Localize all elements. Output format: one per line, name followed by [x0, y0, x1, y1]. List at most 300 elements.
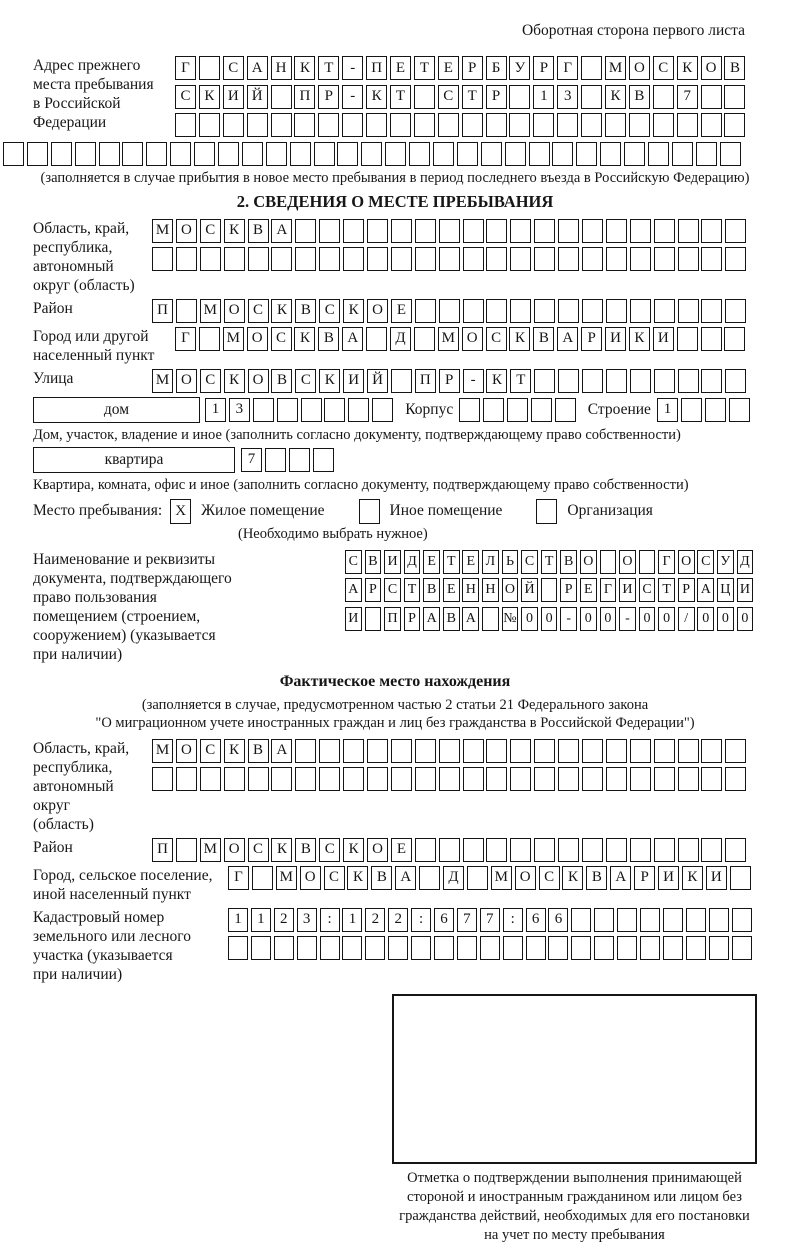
char-box: Т [404, 578, 421, 602]
char-box: С [248, 838, 269, 862]
char-box [319, 247, 340, 271]
char-box: Е [443, 578, 460, 602]
char-box [510, 247, 531, 271]
char-box: М [276, 866, 297, 890]
char-box: 6 [434, 908, 454, 932]
char-box [653, 113, 674, 137]
char-box: П [152, 299, 173, 323]
char-box: Р [404, 607, 421, 631]
char-box: 6 [526, 908, 546, 932]
char-box [541, 578, 558, 602]
fact-oblast-row-1 [152, 739, 746, 763]
char-box [654, 219, 675, 243]
char-box [415, 739, 436, 763]
char-box [271, 247, 292, 271]
char-box [297, 936, 317, 960]
char-box [411, 936, 431, 960]
char-box [223, 113, 244, 137]
char-box: С [345, 550, 362, 574]
char-box [558, 767, 579, 791]
char-box [295, 247, 316, 271]
char-box [617, 908, 637, 932]
char-box [701, 767, 722, 791]
char-box: В [318, 327, 339, 351]
char-box [342, 113, 363, 137]
char-box: Д [404, 550, 421, 574]
char-box: В [586, 866, 607, 890]
char-box [439, 838, 460, 862]
sheet-side-note: Оборотная сторона первого листа [521, 22, 745, 39]
char-box: О [224, 838, 245, 862]
char-box [534, 247, 555, 271]
char-box: У [717, 550, 734, 574]
char-box [415, 247, 436, 271]
char-box: Р [634, 866, 655, 890]
char-box: - [560, 607, 577, 631]
char-box [724, 85, 745, 109]
char-box: Р [486, 85, 507, 109]
char-box: С [200, 739, 221, 763]
char-box: Д [390, 327, 411, 351]
char-box: - [342, 85, 363, 109]
dom-type-box: дом [33, 397, 200, 423]
char-box [367, 247, 388, 271]
char-box: Е [580, 578, 597, 602]
char-box: В [724, 56, 745, 80]
char-box: Е [390, 56, 411, 80]
char-box: С [486, 327, 507, 351]
char-box: 0 [580, 607, 597, 631]
char-box: 2 [274, 908, 294, 932]
char-box [701, 85, 722, 109]
char-box: - [463, 369, 484, 393]
char-box: С [319, 838, 340, 862]
char-box: 2 [388, 908, 408, 932]
kvartira-row [33, 447, 757, 473]
char-box: О [367, 299, 388, 323]
checkbox-zhiloe: X [170, 499, 191, 524]
char-box: О [367, 838, 388, 862]
char-box: 1 [533, 85, 554, 109]
char-box [199, 56, 220, 80]
char-box [271, 113, 292, 137]
label-line: при наличии) [33, 965, 123, 983]
char-box [439, 247, 460, 271]
fact-oblast-label [33, 739, 152, 834]
label-line: помещением (строением, [33, 607, 201, 625]
char-box: С [384, 578, 401, 602]
char-box: 6 [548, 908, 568, 932]
char-box: Ь [502, 550, 519, 574]
char-box: 0 [600, 607, 617, 631]
fact-oblast-field [33, 739, 757, 834]
char-box [301, 398, 322, 422]
char-box [348, 398, 369, 422]
stroenie-label: Строение [587, 400, 651, 418]
char-box [510, 219, 531, 243]
char-box [730, 866, 751, 890]
char-box: С [639, 578, 656, 602]
char-box [271, 85, 292, 109]
ulitsa-field [33, 369, 757, 393]
char-box: С [200, 219, 221, 243]
char-box [361, 142, 382, 166]
oblast-rows [152, 219, 746, 272]
char-box [653, 85, 674, 109]
char-box [415, 299, 436, 323]
char-box: В [560, 550, 577, 574]
char-box [434, 936, 454, 960]
checkbox-organizatsiya [536, 499, 557, 524]
char-box [725, 739, 746, 763]
char-box: К [343, 299, 364, 323]
char-box [534, 299, 555, 323]
char-box [415, 838, 436, 862]
char-box [510, 739, 531, 763]
char-box [271, 767, 292, 791]
char-box [725, 369, 746, 393]
document-row-3 [345, 607, 753, 631]
char-box: Г [658, 550, 675, 574]
char-box: К [224, 219, 245, 243]
char-box [290, 142, 311, 166]
char-box [324, 398, 345, 422]
char-box [175, 113, 196, 137]
char-box [390, 113, 411, 137]
char-box [486, 767, 507, 791]
char-box [295, 767, 316, 791]
char-box [391, 247, 412, 271]
label-line: округ (область) [33, 276, 135, 294]
char-box: Д [443, 866, 464, 890]
label-line: автономный округ [33, 777, 114, 814]
char-box: : [503, 908, 523, 932]
char-box: Г [175, 56, 196, 80]
char-box [701, 739, 722, 763]
char-box: В [533, 327, 554, 351]
char-box: Е [423, 550, 440, 574]
char-box [654, 739, 675, 763]
char-box [705, 398, 726, 422]
char-box [480, 936, 500, 960]
char-box [391, 219, 412, 243]
char-box [534, 369, 555, 393]
char-box: О [502, 578, 519, 602]
char-box [529, 142, 550, 166]
char-box [176, 838, 197, 862]
char-box [558, 739, 579, 763]
document-row-2 [345, 578, 753, 602]
char-box: М [200, 299, 221, 323]
char-box: : [411, 908, 431, 932]
char-box [531, 398, 552, 422]
char-box [459, 398, 480, 422]
kvartira-number-row [241, 448, 334, 472]
char-box [388, 936, 408, 960]
char-box: С [271, 327, 292, 351]
char-box: К [294, 56, 315, 80]
dom-number-row [205, 398, 393, 422]
char-box: 0 [639, 607, 656, 631]
document-row-1 [345, 550, 753, 574]
char-box: Р [318, 85, 339, 109]
char-box: К [199, 85, 220, 109]
char-box: 0 [521, 607, 538, 631]
char-box: Н [482, 578, 499, 602]
char-box: С [248, 299, 269, 323]
label-line: Город или другой [33, 327, 149, 345]
char-box [582, 838, 603, 862]
char-box [677, 327, 698, 351]
char-box: О [629, 56, 650, 80]
char-box [320, 936, 340, 960]
char-box [678, 219, 699, 243]
char-box: Р [560, 578, 577, 602]
char-box [582, 247, 603, 271]
label-line: Кадастровый номер [33, 908, 165, 926]
checkbox-inoe [359, 499, 380, 524]
char-box [686, 936, 706, 960]
char-box [526, 936, 546, 960]
char-box [654, 299, 675, 323]
char-box: К [509, 327, 530, 351]
char-box: М [438, 327, 459, 351]
fact-note-line: (заполняется в случае, предусмотренном частью 2 статьи 21 Федерального закона [141, 696, 649, 713]
char-box [581, 113, 602, 137]
char-box [419, 866, 440, 890]
char-box [218, 142, 239, 166]
char-box [343, 739, 364, 763]
char-box: О [224, 299, 245, 323]
char-box: В [629, 85, 650, 109]
char-box: Г [175, 327, 196, 351]
char-box [630, 739, 651, 763]
char-box: 7 [241, 448, 262, 472]
char-box: 3 [557, 85, 578, 109]
char-box [365, 607, 382, 631]
char-box [486, 113, 507, 137]
ulitsa-label: Улица [33, 369, 74, 387]
kvartira-type-box: квартира [33, 447, 235, 473]
char-box: С [539, 866, 560, 890]
label-line: сооружением) (указывается [33, 626, 216, 644]
char-box: 1 [205, 398, 226, 422]
gorod-label [33, 327, 175, 365]
char-box [414, 327, 435, 351]
char-box: 0 [658, 607, 675, 631]
char-box [725, 838, 746, 862]
char-box: Н [462, 578, 479, 602]
char-box: К [677, 56, 698, 80]
char-box [558, 299, 579, 323]
char-box [582, 739, 603, 763]
fact-gorod-label [33, 866, 228, 904]
char-box [365, 936, 385, 960]
char-box: О [462, 327, 483, 351]
char-box [337, 142, 358, 166]
fact-raion-label: Район [33, 838, 73, 856]
section2-title: 2. СВЕДЕНИЯ О МЕСТЕ ПРЕБЫВАНИЯ [236, 191, 554, 211]
label-line: Область, край, [33, 219, 130, 237]
char-box: Т [443, 550, 460, 574]
option-label-zhiloe: Жилое помещение [201, 502, 325, 519]
char-box: С [653, 56, 674, 80]
stroenie-row [657, 398, 750, 422]
char-box [343, 219, 364, 243]
prev-address-row-3 [175, 113, 745, 137]
char-box: М [200, 838, 221, 862]
char-box: О [515, 866, 536, 890]
confirmation-stamp-note: Отметка о подтверждении выполнения принимающей стороной и иностранным гражданином или лицом без гражданства действий, необходимых для его постановки на учет по месту пребывания [399, 1169, 750, 1243]
char-box: Л [482, 550, 499, 574]
char-box [509, 85, 530, 109]
char-box [251, 936, 271, 960]
char-box [51, 142, 72, 166]
char-box: К [294, 327, 315, 351]
char-box: О [176, 219, 197, 243]
char-box [199, 327, 220, 351]
char-box [534, 739, 555, 763]
label-line: при наличии) [33, 645, 123, 663]
label-line: в Российской [33, 95, 121, 112]
dom-row [33, 397, 757, 423]
char-box [533, 113, 554, 137]
char-box [701, 369, 722, 393]
char-box: К [224, 739, 245, 763]
char-box: 3 [297, 908, 317, 932]
char-box: С [223, 56, 244, 80]
char-box [724, 327, 745, 351]
char-box [200, 767, 221, 791]
char-box: К [366, 85, 387, 109]
char-box [629, 113, 650, 137]
char-box: Е [462, 550, 479, 574]
oblast-row-2 [152, 247, 746, 271]
char-box: У [509, 56, 530, 80]
char-box: Р [581, 327, 602, 351]
char-box [176, 767, 197, 791]
char-box [534, 838, 555, 862]
char-box [367, 767, 388, 791]
char-box [319, 767, 340, 791]
char-box [606, 247, 627, 271]
char-box: О [300, 866, 321, 890]
char-box [640, 936, 660, 960]
char-box [534, 767, 555, 791]
char-box [709, 908, 729, 932]
char-box [486, 838, 507, 862]
char-box [654, 838, 675, 862]
char-box: Й [247, 85, 268, 109]
gorod-row [175, 327, 745, 351]
char-box: В [365, 550, 382, 574]
char-box: В [371, 866, 392, 890]
char-box: Б [486, 56, 507, 80]
fact-location-notes [33, 696, 757, 733]
char-box [486, 739, 507, 763]
char-box: 2 [365, 908, 385, 932]
char-box [558, 247, 579, 271]
char-box [503, 936, 523, 960]
kvartira-note: Квартира, комната, офис и иное (заполнить согласно документу, подтверждающему право собственности) [33, 476, 689, 493]
char-box [146, 142, 167, 166]
label-line: Город, сельское поселение, [33, 866, 213, 884]
char-box: 1 [251, 908, 271, 932]
char-box [152, 247, 173, 271]
char-box [606, 299, 627, 323]
char-box: - [619, 607, 636, 631]
char-box: Н [271, 56, 292, 80]
char-box [600, 550, 617, 574]
char-box: М [605, 56, 626, 80]
char-box [732, 908, 752, 932]
char-box: С [295, 369, 316, 393]
char-box [678, 247, 699, 271]
char-box: П [294, 85, 315, 109]
char-box [415, 767, 436, 791]
kadastr-row-1 [228, 908, 752, 932]
char-box [571, 908, 591, 932]
char-box [555, 398, 576, 422]
char-box [630, 219, 651, 243]
char-box: Т [658, 578, 675, 602]
char-box: И [345, 607, 362, 631]
char-box: 0 [697, 607, 714, 631]
char-box: О [701, 56, 722, 80]
char-box: 0 [541, 607, 558, 631]
char-box [725, 247, 746, 271]
char-box: Т [318, 56, 339, 80]
char-box [630, 247, 651, 271]
char-box [630, 369, 651, 393]
char-box [663, 908, 683, 932]
char-box [725, 299, 746, 323]
char-box: К [562, 866, 583, 890]
label-line: места пребывания [33, 76, 154, 93]
char-box: Г [557, 56, 578, 80]
char-box: А [423, 607, 440, 631]
label-line: Федерации [33, 114, 107, 131]
char-box [732, 936, 752, 960]
char-box: И [737, 578, 754, 602]
char-box [606, 369, 627, 393]
label-line: Адрес прежнего [33, 57, 141, 74]
confirmation-stamp-area [392, 994, 757, 1245]
char-box: П [366, 56, 387, 80]
char-box: И [223, 85, 244, 109]
char-box [581, 85, 602, 109]
char-box: О [580, 550, 597, 574]
char-box: П [152, 838, 173, 862]
char-box [678, 838, 699, 862]
char-box [678, 739, 699, 763]
char-box: С [324, 866, 345, 890]
char-box: М [152, 369, 173, 393]
char-box [678, 369, 699, 393]
char-box [678, 299, 699, 323]
char-box [648, 142, 669, 166]
fact-oblast-rows [152, 739, 746, 792]
char-box [701, 247, 722, 271]
char-box [415, 219, 436, 243]
prev-address-rows [175, 56, 745, 137]
char-box: 3 [229, 398, 250, 422]
char-box [558, 838, 579, 862]
char-box [606, 739, 627, 763]
char-box [343, 767, 364, 791]
label-line: республика, [33, 758, 113, 776]
label-line: право пользования [33, 588, 157, 606]
